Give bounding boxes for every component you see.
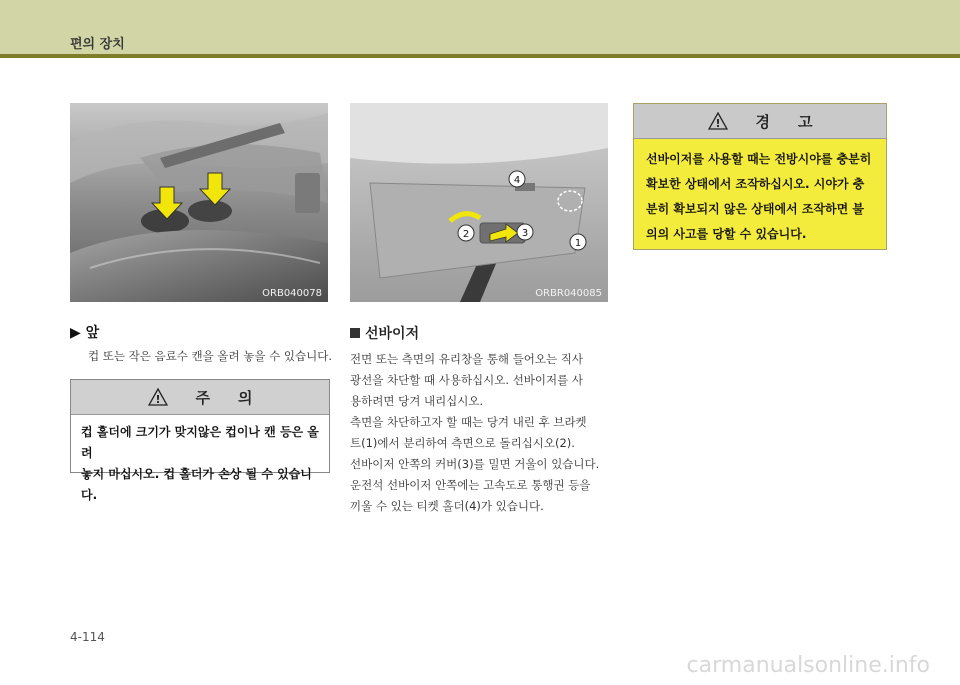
sunvisor-line: 선바이저 안쪽의 커버(3)를 밀면 거울이 있습니다. (350, 457, 600, 471)
warning-box (633, 103, 887, 250)
caution-title-right: 의 (238, 388, 253, 407)
header-divider (0, 54, 960, 58)
sunvisor-line: 트(1)에서 분리하여 측면으로 돌리십시오(2). (350, 436, 575, 450)
cup-holder-illustration (70, 103, 328, 302)
caution-line: 컵 홀더에 크기가 맞지않은 컵이나 캔 등은 올려 (81, 425, 319, 460)
sunvisor-title: 선바이저 (365, 326, 420, 342)
callout-4-label: 4 (513, 175, 521, 186)
svg-text:!: ! (714, 117, 721, 130)
photo-code: ORBR040085 (535, 288, 602, 299)
warning-triangle-icon (708, 112, 728, 130)
caution-line: 놓지 마십시오. 컵 홀더가 손상 될 수 있습니다. (81, 467, 312, 502)
svg-text:!: ! (154, 393, 161, 406)
front-description: 컵 또는 작은 음료수 캔을 올려 놓을 수 있습니다. (88, 349, 332, 363)
sunvisor-illustration (350, 103, 608, 302)
sunvisor-heading (350, 323, 419, 343)
sunvisor-line: 끼울 수 있는 티켓 홀더(4)가 있습니다. (350, 499, 544, 513)
caution-body (71, 415, 329, 513)
sunvisor-line: 운전석 선바이저 안쪽에는 고속도로 통행권 등을 (350, 478, 591, 492)
front-heading: ▶ 앞 (70, 325, 100, 341)
warning-header (634, 104, 886, 139)
page-number: 4-114 (70, 630, 105, 644)
cup-holder-photo (70, 103, 328, 302)
header-band (0, 0, 960, 56)
warning-title-left: 경 (755, 112, 770, 131)
sunvisor-line: 전면 또는 측면의 유리창을 통해 들어오는 직사 (350, 352, 584, 366)
warning-line: 의의 사고를 당할 수 있습니다. (646, 227, 807, 241)
sunvisor-description (350, 349, 608, 517)
caution-box (70, 379, 330, 502)
warning-line: 선바이저를 사용할 때는 전방시야를 충분히 (646, 152, 872, 166)
sunvisor-line: 광선을 차단할 때 사용하십시오. 선바이저를 사 (350, 373, 584, 387)
callout-2-label: 2 (462, 229, 470, 240)
caution-title-left: 주 (195, 388, 210, 407)
warning-title-right: 고 (798, 112, 813, 131)
bullet-square-icon (350, 328, 360, 338)
sunvisor-line: 측면을 차단하고자 할 때는 당겨 내린 후 브라켓 (350, 415, 587, 429)
warning-line: 분히 확보되지 않은 상태에서 조작하면 불 (646, 202, 864, 216)
sunvisor-line: 용하려면 당겨 내리십시오. (350, 394, 484, 408)
photo-code: ORB040078 (262, 288, 322, 299)
warning-triangle-icon (148, 388, 168, 406)
warning-line: 확보한 상태에서 조작하십시오. 시야가 충 (646, 177, 865, 191)
warning-body (634, 139, 886, 255)
callout-3-label: 3 (521, 228, 529, 239)
callout-1-label: 1 (574, 238, 582, 249)
watermark: carmanualsonline.info (686, 653, 930, 678)
page-title: 편의 장치 (70, 37, 125, 52)
sunvisor-photo (350, 103, 608, 302)
caution-header (71, 380, 329, 415)
